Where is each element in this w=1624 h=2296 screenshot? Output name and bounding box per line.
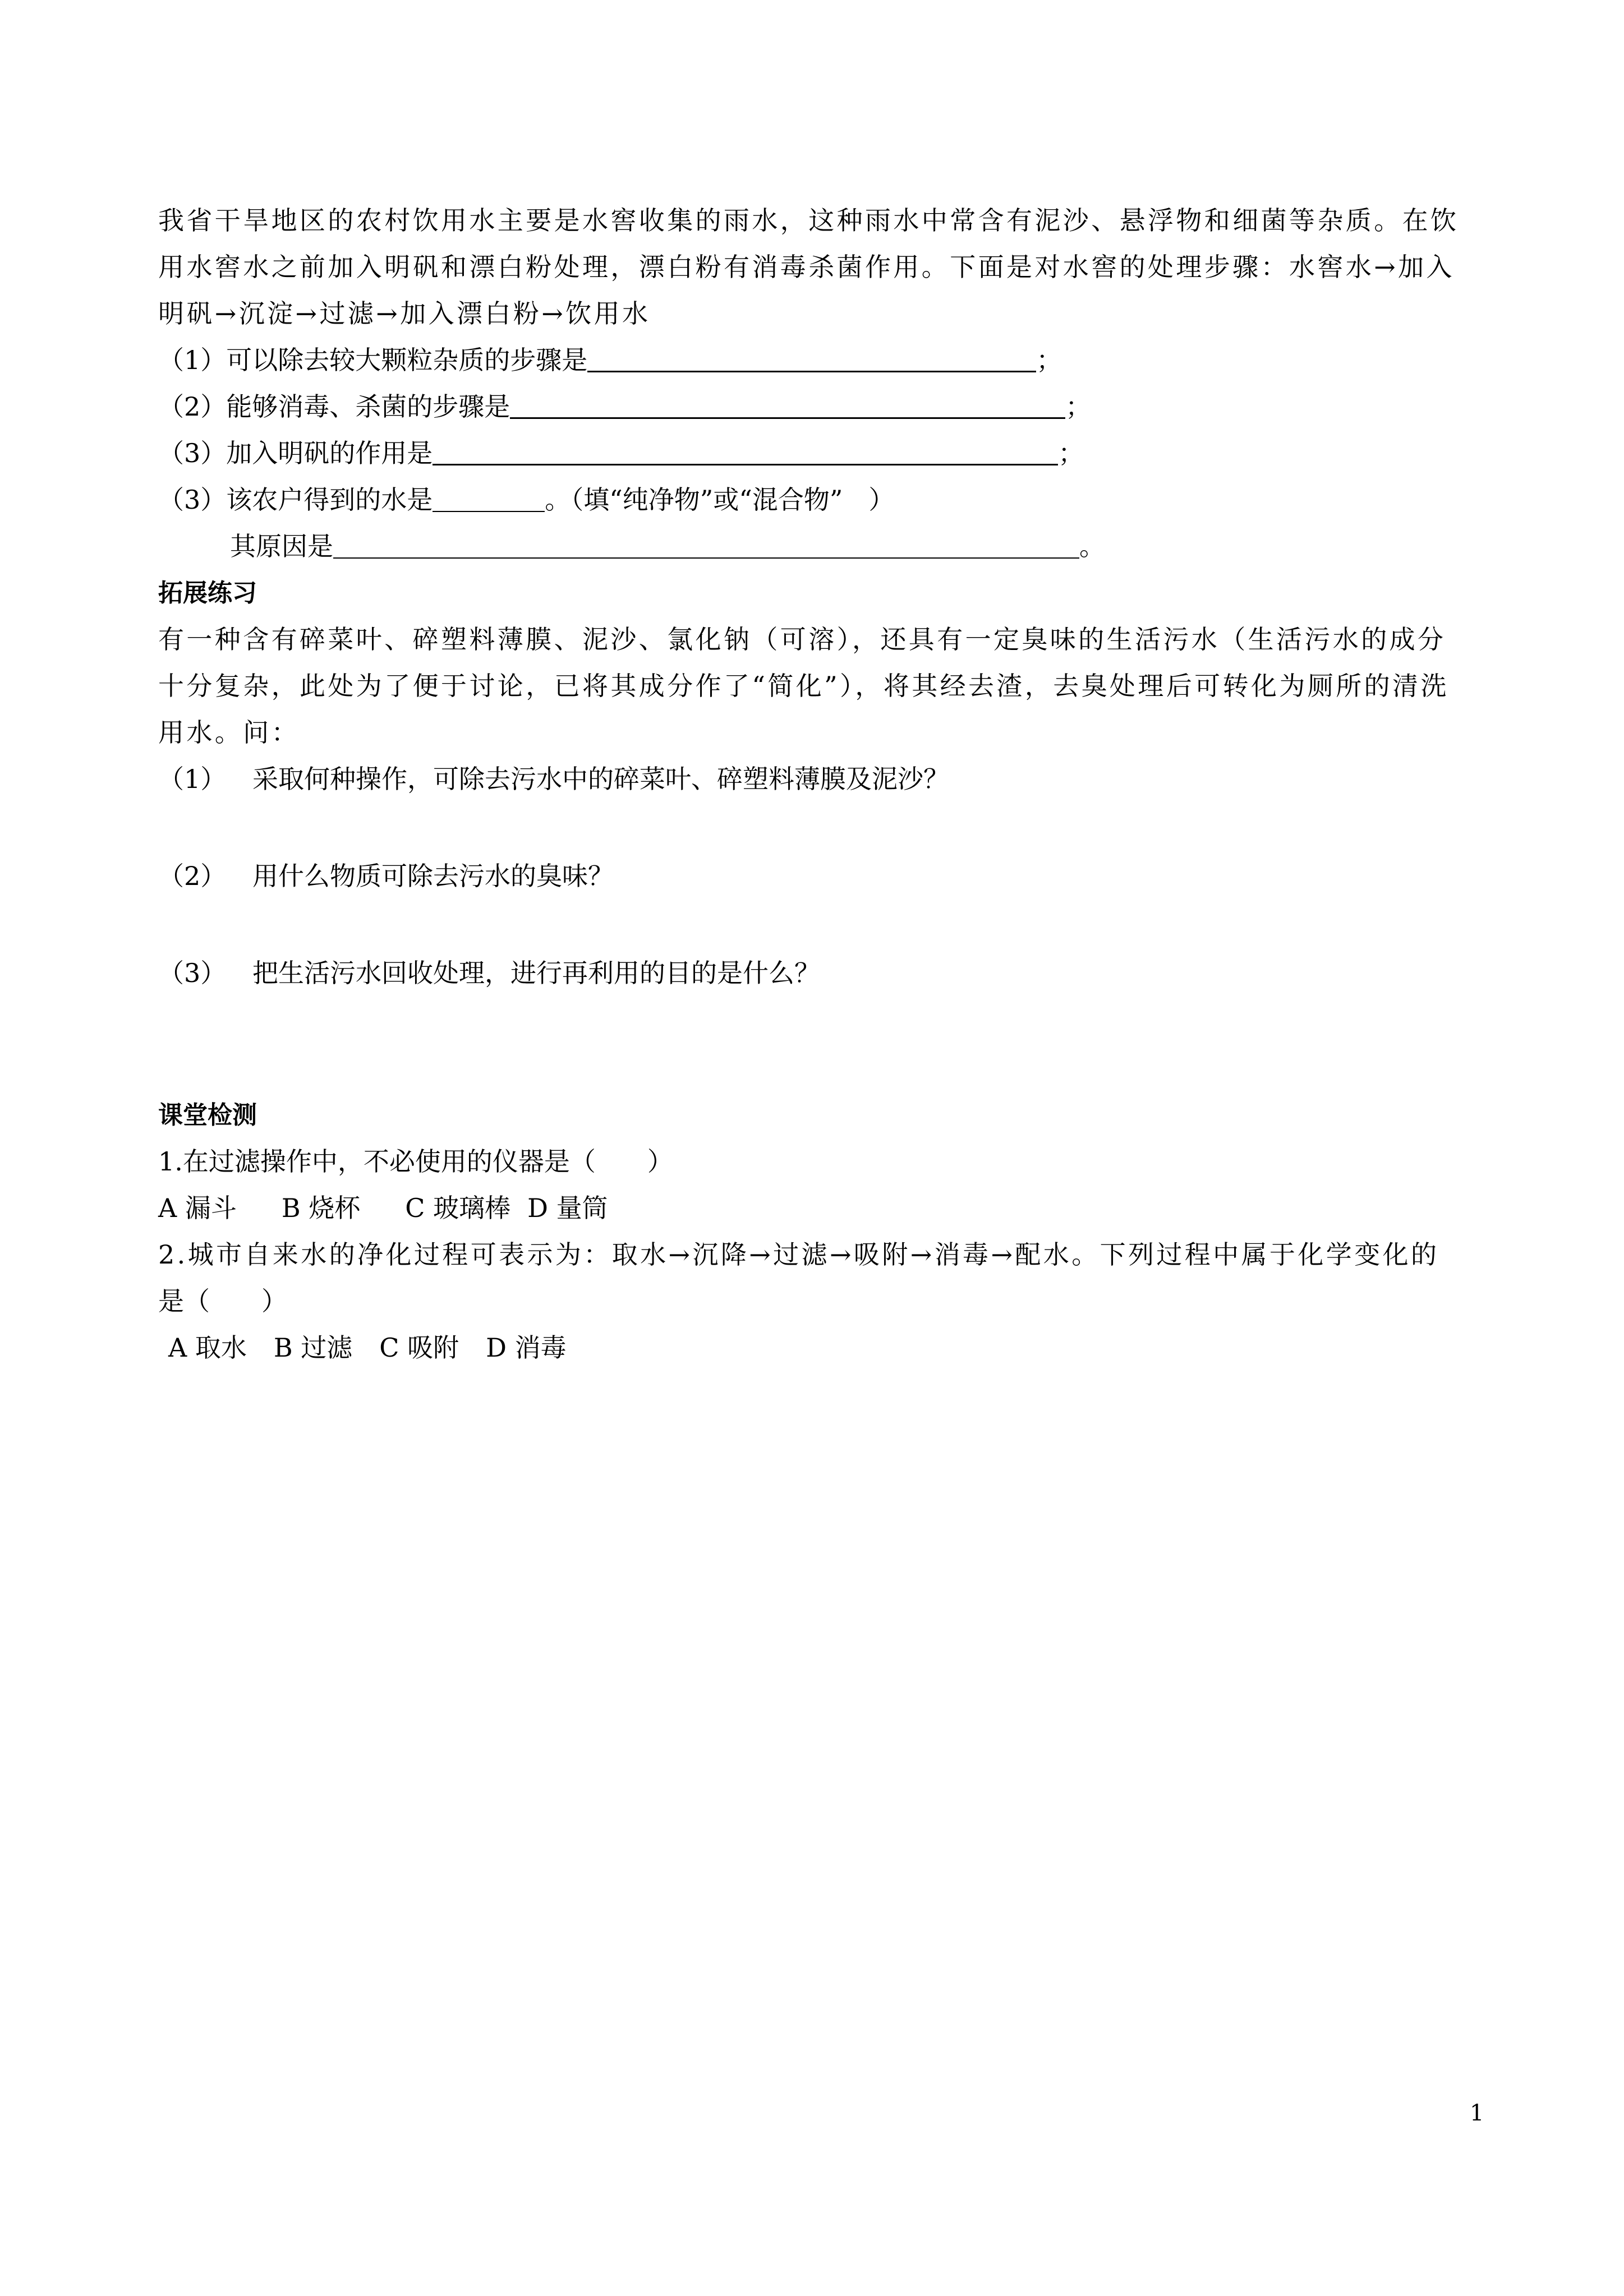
answer-blank[interactable] [433, 436, 1058, 465]
item-number: （1） [158, 764, 227, 794]
question-5 [158, 523, 1482, 570]
extension-heading: 拓展练习 [158, 579, 257, 607]
check-question-2-options [158, 1325, 1482, 1371]
question-suffix: ； [1036, 345, 1062, 375]
question-text: （1）可以除去较大颗粒杂质的步骤是 [158, 345, 588, 375]
check-question-1: 1.在过滤操作中，不必使用的仪器是（ ） [158, 1146, 673, 1177]
question-suffix: 。（填“纯净物”或“混合物” ） [545, 485, 895, 515]
extension-item-2 [158, 853, 1482, 900]
question-2 [158, 384, 1482, 430]
page-number: 1 [1470, 2100, 1484, 2126]
answer-blank[interactable] [510, 389, 1065, 419]
intro-line: 明矾→沉淀→过滤→加入漂白粉→饮用水 [158, 298, 651, 329]
item-text: 用什么物质可除去污水的臭味？ [252, 861, 614, 891]
option-b[interactable]: B 过滤 [273, 1333, 353, 1363]
extension-line: 十分复杂，此处为了便于讨论，已将其成分作了“简化”），将其经去渣，去臭处理后可转化为厕所的清洗 [158, 671, 1449, 701]
extension-item-1 [158, 756, 1482, 803]
question-text: （3）加入明矾的作用是 [158, 438, 433, 468]
extension-line: 用水。问： [158, 717, 300, 748]
answer-space [158, 803, 1482, 853]
answer-blank[interactable] [433, 483, 545, 512]
answer-blank[interactable] [333, 529, 1079, 559]
answer-blank[interactable] [587, 343, 1036, 372]
option-a[interactable]: A 漏斗 [158, 1193, 237, 1223]
extension-paragraph [158, 616, 1482, 756]
extension-item-3 [158, 950, 1482, 997]
item-number: （3） [158, 958, 227, 988]
check-heading: 课堂检测 [158, 1101, 257, 1129]
item-text: 把生活污水回收处理，进行再利用的目的是什么？ [252, 958, 820, 988]
question-1 [158, 337, 1482, 384]
option-a[interactable]: A 取水 [168, 1333, 247, 1363]
intro-paragraph [158, 197, 1482, 337]
item-text: 采取何种操作，可除去污水中的碎菜叶、碎塑料薄膜及泥沙？ [252, 764, 949, 794]
check-question-2-line-2: 是（ ） [158, 1286, 287, 1316]
question-text: （2）能够消毒、杀菌的步骤是 [158, 391, 510, 422]
answer-space [158, 900, 1482, 950]
question-suffix: ； [1058, 438, 1084, 468]
question-4 [158, 477, 1482, 523]
section-gap [158, 997, 1482, 1092]
check-question-1-options [158, 1185, 1482, 1232]
question-3 [158, 430, 1482, 477]
option-c[interactable]: C 吸附 [379, 1333, 459, 1363]
intro-line: 我省干旱地区的农村饮用水主要是水窖收集的雨水，这种雨水中常含有泥沙、悬浮物和细菌等杂质。在饮 [158, 205, 1459, 236]
extension-line: 有一种含有碎菜叶、碎塑料薄膜、泥沙、氯化钠（可溶），还具有一定臭味的生活污水（生活污水的成分 [158, 624, 1446, 654]
question-text: （3）该农户得到的水是 [158, 485, 433, 515]
question-text: 其原因是 [230, 531, 333, 561]
intro-line: 用水窖水之前加入明矾和漂白粉处理，漂白粉有消毒杀菌作用。下面是对水窖的处理步骤：水窖水→加入 [158, 252, 1455, 282]
option-b[interactable]: B 烧杯 [281, 1193, 361, 1223]
option-d[interactable]: D 消毒 [486, 1333, 567, 1363]
item-number: （2） [158, 861, 227, 891]
option-d[interactable]: D 量筒 [527, 1193, 608, 1223]
check-question-2-line-1: 2.城市自来水的净化过程可表示为：取水→沉降→过滤→吸附→消毒→配水。下列过程中属于化学变化的 [158, 1239, 1439, 1270]
question-suffix: ； [1065, 391, 1092, 422]
option-c[interactable]: C 玻璃棒 [405, 1193, 511, 1223]
question-suffix: 。 [1079, 531, 1105, 561]
document-body [158, 197, 1482, 1371]
